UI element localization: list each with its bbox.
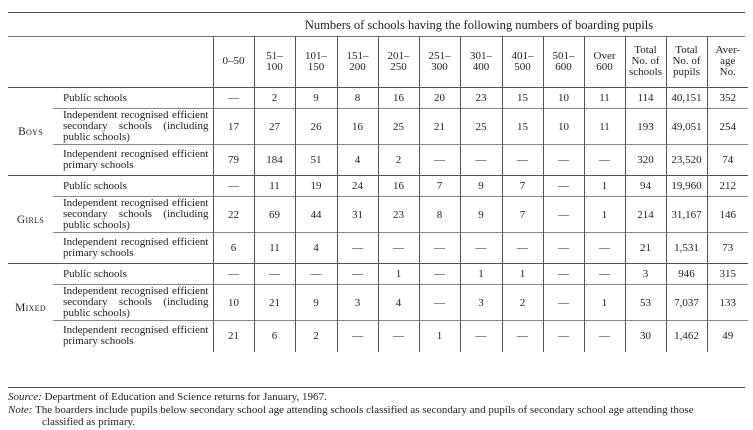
table-cell: 212 bbox=[707, 176, 748, 197]
column-header: 0–50 bbox=[213, 36, 254, 88]
table-cell: 4 bbox=[337, 145, 378, 176]
note-text: The boarders include pupils below secondary school age attending schools classified as secondary and pupils of secondary school age attending those bbox=[32, 404, 694, 416]
table-cell: 23 bbox=[460, 88, 502, 109]
table-cell: 1 bbox=[584, 176, 625, 197]
table-cell: 2 bbox=[295, 321, 337, 352]
table-cell: 3 bbox=[625, 264, 666, 285]
table-cell: 8 bbox=[337, 88, 378, 109]
boarding-schools-table bbox=[8, 36, 748, 352]
row-label: Independent recognised efficient secondary schools (including public schools) bbox=[53, 109, 213, 145]
row-label: Independent recognised efficient primary schools bbox=[53, 145, 213, 176]
table-cell: — bbox=[378, 233, 419, 264]
table-cell: 16 bbox=[337, 109, 378, 145]
table-title: Numbers of schools having the following numbers of boarding pupils bbox=[304, 18, 654, 32]
table-cell: 193 bbox=[625, 109, 666, 145]
table-cell: — bbox=[213, 176, 254, 197]
table-row bbox=[8, 176, 748, 197]
table-cell: 24 bbox=[337, 176, 378, 197]
table-cell: 3 bbox=[460, 285, 502, 321]
table-cell: 1 bbox=[584, 285, 625, 321]
source-note bbox=[8, 391, 327, 403]
table-cell: 1 bbox=[419, 321, 460, 352]
table-cell: — bbox=[584, 145, 625, 176]
table-cell: — bbox=[337, 321, 378, 352]
table-cell: 25 bbox=[460, 109, 502, 145]
note-continuation: classified as primary. bbox=[42, 416, 136, 428]
table-cell: — bbox=[543, 197, 584, 233]
note-label: Note: bbox=[8, 404, 33, 416]
table-cell: 11 bbox=[254, 176, 295, 197]
row-label: Public schools bbox=[53, 176, 213, 197]
table-row bbox=[8, 321, 748, 352]
header-row bbox=[8, 36, 748, 88]
table-cell: 3 bbox=[337, 285, 378, 321]
column-header: 151– 200 bbox=[337, 36, 378, 88]
table-cell: — bbox=[460, 233, 502, 264]
table-cell: 27 bbox=[254, 109, 295, 145]
table-cell: 9 bbox=[295, 88, 337, 109]
column-header: 101– 150 bbox=[295, 36, 337, 88]
table-cell: — bbox=[543, 321, 584, 352]
table-cell: 8 bbox=[419, 197, 460, 233]
table-cell: 9 bbox=[460, 176, 502, 197]
table-body bbox=[8, 88, 748, 352]
table-cell: 53 bbox=[625, 285, 666, 321]
row-label: Independent recognised efficient secondary schools (including public schools) bbox=[53, 285, 213, 321]
table-cell: — bbox=[502, 145, 543, 176]
header-blank bbox=[8, 36, 213, 88]
column-header: Total No. of pupils bbox=[666, 36, 707, 88]
table-row bbox=[8, 88, 748, 109]
column-header: 401– 500 bbox=[502, 36, 543, 88]
table-cell: 1,462 bbox=[666, 321, 707, 352]
table-cell: 69 bbox=[254, 197, 295, 233]
table-cell: — bbox=[254, 264, 295, 285]
table-cell: — bbox=[419, 285, 460, 321]
table-cell: 133 bbox=[707, 285, 748, 321]
table-cell: 214 bbox=[625, 197, 666, 233]
row-label: Independent recognised efficient secondary schools (including public schools) bbox=[53, 197, 213, 233]
table-cell: 22 bbox=[213, 197, 254, 233]
table-cell: 49 bbox=[707, 321, 748, 352]
row-label: Independent recognised efficient primary schools bbox=[53, 321, 213, 352]
table-cell: 31 bbox=[337, 197, 378, 233]
table-cell: 315 bbox=[707, 264, 748, 285]
table-cell: 23,520 bbox=[666, 145, 707, 176]
table-cell: 9 bbox=[295, 285, 337, 321]
table-cell: 15 bbox=[502, 109, 543, 145]
column-header: Total No. of schools bbox=[625, 36, 666, 88]
table-cell: 49,051 bbox=[666, 109, 707, 145]
column-header: Over 600 bbox=[584, 36, 625, 88]
bottom-rule bbox=[8, 387, 745, 388]
table-row bbox=[8, 197, 748, 233]
table-cell: 10 bbox=[543, 109, 584, 145]
column-header: Aver- age No. bbox=[707, 36, 748, 88]
table-row bbox=[8, 233, 748, 264]
group-label: Girls bbox=[8, 176, 53, 264]
row-label: Public schools bbox=[53, 88, 213, 109]
row-label: Independent recognised efficient primary schools bbox=[53, 233, 213, 264]
table-cell: 21 bbox=[213, 321, 254, 352]
table-cell: 4 bbox=[295, 233, 337, 264]
table-cell: 40,151 bbox=[666, 88, 707, 109]
table-cell: — bbox=[543, 285, 584, 321]
table-cell: 946 bbox=[666, 264, 707, 285]
table-cell: 1 bbox=[460, 264, 502, 285]
table-cell: 320 bbox=[625, 145, 666, 176]
table-cell: 26 bbox=[295, 109, 337, 145]
table-cell: — bbox=[213, 88, 254, 109]
table-cell: — bbox=[584, 233, 625, 264]
table-cell: 79 bbox=[213, 145, 254, 176]
table-cell: 7 bbox=[502, 197, 543, 233]
column-header: 201– 250 bbox=[378, 36, 419, 88]
table-row bbox=[8, 109, 748, 145]
table-cell: 2 bbox=[378, 145, 419, 176]
table-cell: — bbox=[213, 264, 254, 285]
table-cell: — bbox=[419, 264, 460, 285]
table-cell: 16 bbox=[378, 176, 419, 197]
table-cell: 15 bbox=[502, 88, 543, 109]
table-cell: 146 bbox=[707, 197, 748, 233]
table-cell: 7 bbox=[502, 176, 543, 197]
table-cell: 20 bbox=[419, 88, 460, 109]
table-cell: 44 bbox=[295, 197, 337, 233]
table-cell: 25 bbox=[378, 109, 419, 145]
table-cell: 30 bbox=[625, 321, 666, 352]
table-cell: 254 bbox=[707, 109, 748, 145]
column-header: 51– 100 bbox=[254, 36, 295, 88]
table-cell: 21 bbox=[625, 233, 666, 264]
table-cell: 1 bbox=[378, 264, 419, 285]
note bbox=[8, 404, 748, 428]
table-cell: 16 bbox=[378, 88, 419, 109]
table-cell: — bbox=[460, 321, 502, 352]
table-cell: 184 bbox=[254, 145, 295, 176]
table-row bbox=[8, 285, 748, 321]
table-cell: 11 bbox=[584, 88, 625, 109]
table-cell: — bbox=[543, 264, 584, 285]
table-cell: 31,167 bbox=[666, 197, 707, 233]
source-label: Source: bbox=[8, 391, 42, 403]
table-cell: 2 bbox=[502, 285, 543, 321]
table-cell: — bbox=[543, 176, 584, 197]
row-label: Public schools bbox=[53, 264, 213, 285]
column-header: 501– 600 bbox=[543, 36, 584, 88]
table-cell: 51 bbox=[295, 145, 337, 176]
table-cell: 1,531 bbox=[666, 233, 707, 264]
table-cell: 21 bbox=[254, 285, 295, 321]
table-cell: — bbox=[584, 264, 625, 285]
group-label: Boys bbox=[8, 88, 53, 176]
table-cell: 19 bbox=[295, 176, 337, 197]
top-rule bbox=[8, 12, 745, 13]
table-cell: 7,037 bbox=[666, 285, 707, 321]
column-header: 301– 400 bbox=[460, 36, 502, 88]
table-cell: 11 bbox=[254, 233, 295, 264]
table-cell: — bbox=[419, 233, 460, 264]
table-cell: 1 bbox=[584, 197, 625, 233]
table-cell: — bbox=[378, 321, 419, 352]
table-cell: — bbox=[502, 233, 543, 264]
table-cell: — bbox=[295, 264, 337, 285]
table-cell: 21 bbox=[419, 109, 460, 145]
table-row bbox=[8, 264, 748, 285]
table-cell: 2 bbox=[254, 88, 295, 109]
table-cell: 23 bbox=[378, 197, 419, 233]
table-cell: — bbox=[543, 233, 584, 264]
table-cell: 17 bbox=[213, 109, 254, 145]
table-cell: 19,960 bbox=[666, 176, 707, 197]
group-label: Mixed bbox=[8, 264, 53, 352]
table-cell: 9 bbox=[460, 197, 502, 233]
table-cell: — bbox=[419, 145, 460, 176]
table-cell: 114 bbox=[625, 88, 666, 109]
source-text: Department of Education and Science returns for January, 1967. bbox=[41, 391, 327, 403]
table-cell: — bbox=[502, 321, 543, 352]
table-cell: 10 bbox=[213, 285, 254, 321]
table-cell: — bbox=[543, 145, 584, 176]
table-cell: 1 bbox=[502, 264, 543, 285]
table-row bbox=[8, 145, 748, 176]
table-cell: 11 bbox=[584, 109, 625, 145]
table-cell: 352 bbox=[707, 88, 748, 109]
table-cell: 74 bbox=[707, 145, 748, 176]
table-cell: 6 bbox=[213, 233, 254, 264]
table-cell: 6 bbox=[254, 321, 295, 352]
table-cell: 7 bbox=[419, 176, 460, 197]
table-cell: 4 bbox=[378, 285, 419, 321]
table-cell: — bbox=[584, 321, 625, 352]
table-cell: 94 bbox=[625, 176, 666, 197]
column-header: 251– 300 bbox=[419, 36, 460, 88]
table-cell: 73 bbox=[707, 233, 748, 264]
table-cell: — bbox=[460, 145, 502, 176]
table-cell: — bbox=[337, 233, 378, 264]
table-cell: — bbox=[337, 264, 378, 285]
table-cell: 10 bbox=[543, 88, 584, 109]
